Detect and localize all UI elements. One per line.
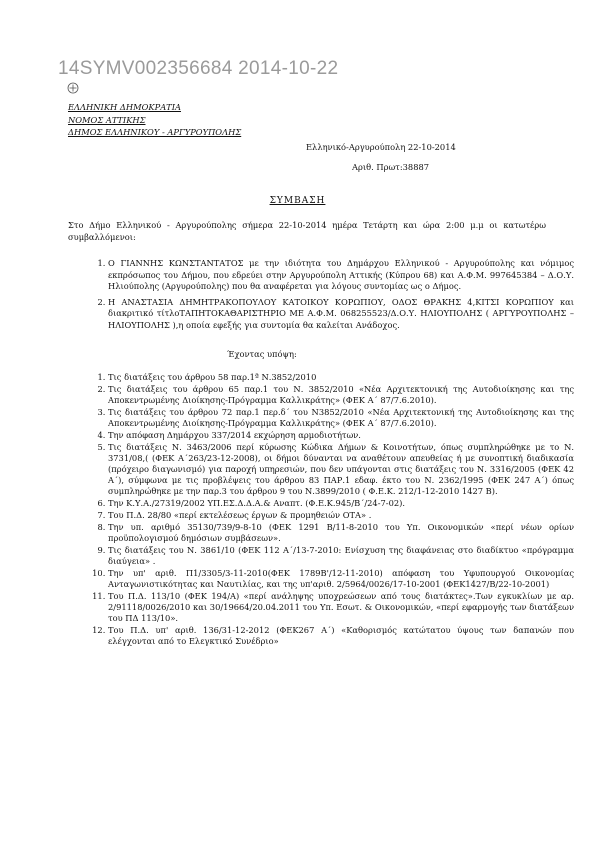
header-country: ΕΛΛΗΝΙΚΗ ΔΗΜΟΚΡΑΤΙΑ (68, 102, 181, 112)
provision-item: 9. Τις διατάξεις του Ν. 3861/10 (ΦΕΚ 112 Α΄/13-7-2010: Ενίσχυση της διαφάνειας στο διαδίκτυο «πρόγραμμα διαύγεια» . (108, 545, 574, 567)
provision-item: 12. Του Π.Δ. υπ' αριθ. 136/31-12-2012 (ΦΕΚ267 Α΄) «Καθορισμός κατώτατου ύψους των δαπανών που ελέγχονται από το Ελεγκτικό Συνέδριο» (108, 625, 574, 647)
place-date: Ελληνικό-Αργυρούπολη 22-10-2014 (306, 142, 456, 152)
protocol-number: Αριθ. Πρωτ:38887 (352, 162, 430, 172)
provision-item: 11. Του Π.Δ. 113/10 (ΦΕΚ 194/Α) «περί ανάληψης υποχρεώσεων από τους διατάκτες».Των εγκυκλίων με αρ. 2/91118/0026/2010 και 30/19664/20.04.2011 του Υπ. Εσωτ. & Οικονομικών, «περί εφαρμογής των διατάξεων του ΠΔ 113/10». (108, 591, 574, 625)
coat-of-arms-icon (67, 82, 79, 94)
provision-item: 2. Τις διατάξεις του άρθρου 65 παρ.1 του Ν. 3852/2010 «Νέα Αρχιτεκτονική της Αυτοδιοίκησης και της Αποκεντρωμένης Διοίκησης-Πρόγραμμα Καλλικράτης» (ΦΕΚ Α΄ 87/7.6.2010). (108, 384, 574, 406)
provision-item: 1. Τις διατάξεις του άρθρου 58 παρ.1ª Ν.3852/2010 (108, 372, 574, 383)
parties-list (80, 258, 574, 336)
provision-item: 4. Την απόφαση Δημάρχου 337/2014 εκχώρηση αρμοδιοτήτων. (108, 430, 574, 441)
document-title: ΣΥΜΒΑΣΗ (269, 196, 326, 206)
provision-item: 5. Τις διατάξεις Ν. 3463/2006 περί κύρωσης Κώδικα Δήμων & Κοινοτήτων, όπως συμπληρώθηκε με το Ν. 3731/08,( (ΦΕΚ Α΄263/23-12-2008), οι δήμοι δύνανται να αναθέτουν απευθείας ή με συνοπτική διαδικασία (πρόχειρο διαγωνισμό) για παροχή υπηρεσιών, που δεν υπάγονται στις διατάξεις του Ν. 3316/2005 (ΦΕΚ 42 Α΄), σύμφωνα με τις προβλέψεις του άρθρου 83 ΠΑΡ.1 εδαφ. έκτο του Ν. 2362/1995 (ΦΕΚ 247 Α΄) όπως συμπληρώθηκε με την παρ.3 του άρθρου 9 του Ν.3899/2010 ( Φ.Ε.Κ. 212/1-12-2010 1427 Β). (108, 442, 574, 498)
provision-item: 10. Την υπ' αριθ. Π1/3305/3-11-2010(ΦΕΚ 1789Β'/12-11-2010) απόφαση του Υφυπουργού Οικονομίας Ανταγωνιστικότητας και Ναυτιλίας, και της υπ'αριθ. 2/5964/0026/17-10-2001 (ΦΕΚ1427/Β/22-10-2001) (108, 568, 574, 590)
considering-heading: Έχοντας υπόψη: (227, 349, 297, 359)
provisions-list (80, 372, 574, 648)
provision-item: 6. Την Κ.Υ.Α./27319/2002 ΥΠ.ΕΣ.Δ.Δ.Α.& Αναπτ. (Φ.Ε.Κ.945/Β΄/24-7-02). (108, 498, 574, 509)
header-prefecture: ΝΟΜΟΣ ΑΤΤΙΚΗΣ (68, 114, 146, 125)
watermark-id: 14SYMV002356684 2014-10-22 (58, 58, 339, 79)
header-municipality: ΔΗΜΟΣ ΕΛΛΗΝΙΚΟΥ - ΑΡΓΥΡΟΥΠΟΛΗΣ (68, 127, 242, 138)
issuer-header (68, 101, 241, 139)
provision-item: 3. Τις διατάξεις του άρθρου 72 παρ.1 περ.δ΄ του Ν3852/2010 «Νέα Αρχιτεκτονική της Αυτοδιοίκησης και της Αποκεντρωμένης Διοίκησης-Πρόγραμμα Καλλικράτης» (ΦΕΚ Α΄ 87/7.6.2010). (108, 407, 574, 429)
party-item: 1. Ο ΓΙΑΝΝΗΣ ΚΩΝΣΤΑΝΤΑΤΟΣ με την ιδιότητα του Δημάρχου Ελληνικού - Αργυρούπολης και νόμιμος εκπρόσωπος του Δήμου, που εδρεύει στην Αργυρούπολη Αττικής (Κύπρου 68) και Α.Φ.Μ. 997645384 – Δ.Ο.Υ. Ηλιούπολης (Αργυρούπολης) που θα αναφέρεται για λόγους συντομίας ως ο Δήμος. (108, 258, 574, 293)
party-item: 2. Η ΑΝΑΣΤΑΣΙΑ ΔΗΜΗΤΡΑΚΟΠΟΥΛΟΥ ΚΑΤΟΙΚΟΥ ΚΟΡΩΠΙΟΥ, ΟΔΟΣ ΘΡΑΚΗΣ 4,ΚΙΤΣΙ ΚΟΡΩΠΙΟΥ και διακριτικό τίτλοΤΑΠΗΤΟΚΑΘΑΡΙΣΤΗΡΙΟ ΜΕ Α.Φ.Μ. 068255523/Δ.Ο.Υ. ΗΛΙΟΥΠΟΛΗΣ ( ΑΡΓΥΡΟΥΠΟΛΗΣ – ΗΛΙΟΥΠΟΛΗΣ ),η οποία εφεξής για συντομία θα καλείται Ανάδοχος. (108, 297, 574, 332)
provision-item: 7. Του Π.Δ. 28/80 «περί εκτελέσεως έργων & προμηθειών ΟΤΑ» . (108, 510, 574, 521)
provision-item: 8. Την υπ. αριθμό 35130/739/9-8-10 (ΦΕΚ 1291 Β/11-8-2010 του Υπ. Οικονομικών «περί νέων ορίων προϋπολογισμού δημόσιων συμβάσεων». (108, 522, 574, 544)
intro-paragraph: Στο Δήμο Ελληνικού - Αργυρούπολης σήμερα 22-10-2014 ημέρα Τετάρτη και ώρα 2:00 μ.μ οι κατωτέρω συμβαλλόμενοι: (68, 220, 546, 242)
